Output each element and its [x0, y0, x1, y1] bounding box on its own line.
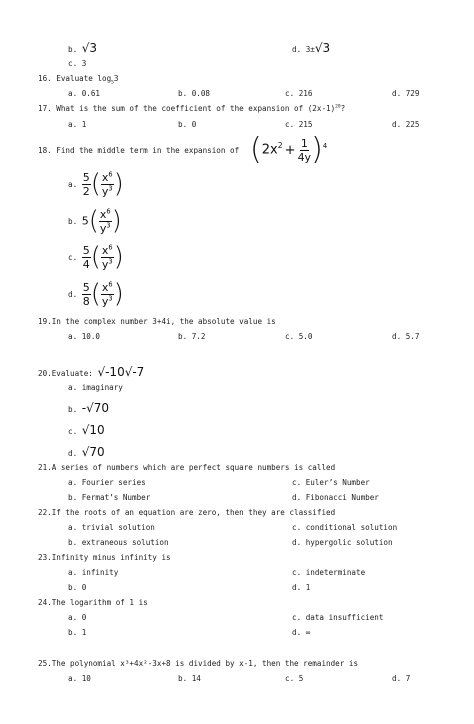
q22-option-d: d. hypergolic solution [292, 538, 393, 547]
q17-option-d: d. 225 [392, 120, 420, 129]
q15-option-c: c. 3 [68, 59, 87, 68]
q20-option-b: b. -√70 [68, 401, 109, 415]
q23-option-a: a. infinity [68, 568, 119, 577]
q16-option-d: d. 729 [392, 89, 420, 98]
q22-question: 22.If the roots of an equation are zero, then they are classified [38, 508, 336, 517]
q20-option-c: c. √10 [68, 423, 105, 437]
q18-option-d: d. $\frac{5}{8}$ ( $\frac{x^6}{y^3}$ ) [68, 279, 124, 309]
q16-option-c: c. 216 [285, 89, 313, 98]
q19-option-a: a. 10.0 [68, 332, 101, 341]
q20-option-d: d. √70 [68, 445, 105, 459]
q24-option-c: c. data insufficient [292, 613, 384, 622]
q24-option-a: a. 0 [68, 613, 87, 622]
q25-option-a: a. 10 [68, 674, 91, 683]
q17-question: 17. What is the sum of the coefficient of the expansion of $(2x-1)^{20}$? [38, 104, 346, 113]
q17-option-a: a. 1 [68, 120, 87, 129]
q21-option-d: d. Fibonacci Number [292, 493, 379, 502]
q16-option-a: a. 0.61 [68, 89, 101, 98]
q25-option-c: c. 5 [285, 674, 304, 683]
q23-option-b: b. 0 [68, 583, 87, 592]
q23-option-c: c. indeterminate [292, 568, 366, 577]
q22-option-a: a. trivial solution [68, 523, 155, 532]
q25-option-d: d. 7 [392, 674, 411, 683]
sqrt-expression: √3 [81, 41, 98, 55]
q22-option-b: b. extraneous solution [68, 538, 169, 547]
q23-option-d: d. 1 [292, 583, 311, 592]
q24-option-d: d. ∞ [292, 628, 311, 637]
q24-question: 24.The logarithm of 1 is [38, 598, 148, 607]
q20-question: 20.Evaluate: √-10√-7 [38, 365, 145, 379]
q18-expression: ($2x^2$ + $\frac{1}{4y}$ )$^4$ [250, 132, 328, 167]
sqrt-expression: √3 [314, 41, 331, 55]
q15-option-d: d. 3±√3 [292, 41, 331, 55]
q20-expression: √-10√-7 [97, 365, 145, 379]
q15-option-b: b. √3 [68, 41, 98, 55]
q25-option-b: b. 14 [178, 674, 201, 683]
q17-option-b: b. 0 [178, 120, 197, 129]
q19-option-b: b. 7.2 [178, 332, 206, 341]
q25-question: 25.The polynomial x³+4x²-3x+8 is divided by x-1, then the remainder is [38, 659, 359, 668]
q18-option-a: a. $\frac{5}{2}$ ( $\frac{x^6}{y^3}$ ) [68, 169, 124, 199]
q19-question: 19.In the complex number 3+4i, the absolute value is [38, 317, 276, 326]
q16-question: 16. Evaluate $\log_53$ [38, 74, 119, 86]
q23-question: 23.Infinity minus infinity is [38, 553, 171, 562]
q20-option-a: a. imaginary [68, 383, 123, 392]
q24-option-b: b. 1 [68, 628, 87, 637]
q21-option-b: b. Fermat’s Number [68, 493, 151, 502]
q18-option-c: c. $\frac{5}{4}$ ( $\frac{x^6}{y^3}$ ) [68, 242, 124, 272]
q21-question: 21.A series of numbers which are perfect square numbers is called [38, 463, 336, 472]
q19-option-d: d. 5.7 [392, 332, 420, 341]
q18-option-b: b. 5( $\frac{x^6}{y^3}$ ) [68, 206, 122, 236]
q16-option-b: b. 0.08 [178, 89, 211, 98]
q21-option-c: c. Euler’s Number [292, 478, 370, 487]
q22-option-c: c. conditional solution [292, 523, 398, 532]
q19-option-c: c. 5.0 [285, 332, 313, 341]
q18-question: 18. Find the middle term in the expansion of [38, 146, 240, 155]
q21-option-a: a. Fourier series [68, 478, 146, 487]
q17-option-c: c. 215 [285, 120, 313, 129]
